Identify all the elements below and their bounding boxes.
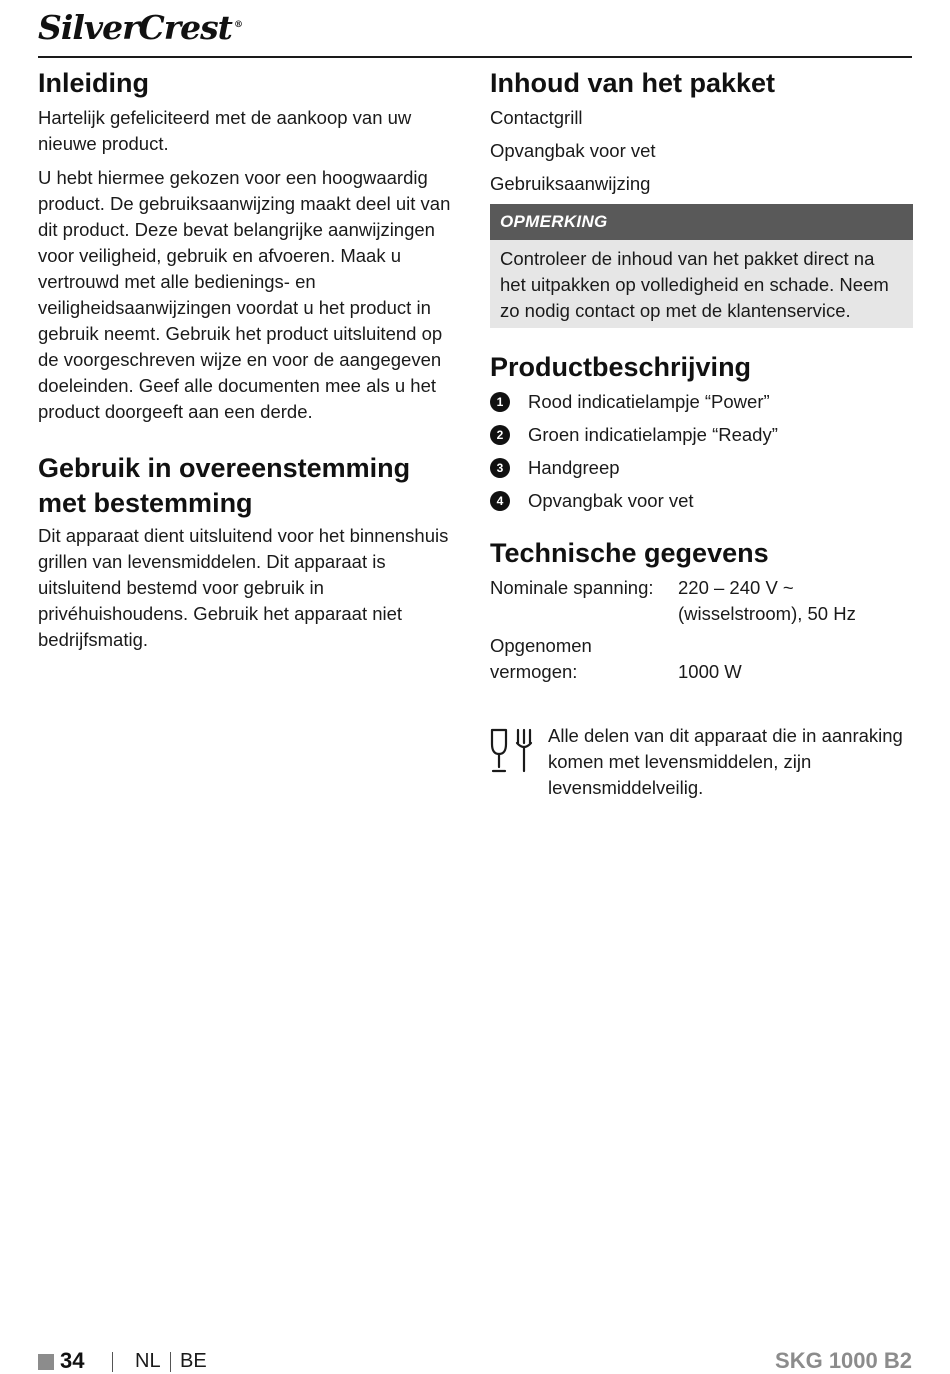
section-productbeschrijving	[490, 350, 913, 514]
power-label	[490, 633, 678, 685]
gebruik-title	[38, 451, 458, 521]
footer-square-icon	[38, 1354, 54, 1370]
footer-language-nl: NL	[135, 1350, 161, 1372]
brand-name: SilverCrest	[38, 8, 232, 47]
note-heading: OPMERKING	[490, 204, 913, 240]
note-box	[490, 204, 913, 328]
section-gebruik	[38, 451, 458, 653]
voltage-value-line2: (wisselstroom), 50 Hz	[678, 603, 856, 624]
section-inhoud	[490, 66, 913, 197]
number-badge-icon: 1	[490, 392, 510, 412]
voltage-value-line1: 220 – 240 V ~	[678, 577, 794, 598]
model-number: SKG 1000 B2	[775, 1348, 912, 1373]
product-item	[490, 488, 913, 514]
number-badge-icon: 2	[490, 425, 510, 445]
food-safe-text: Alle delen van dit apparaat die in aanraking komen met levensmiddelen, zijn levensmiddelveilig.	[548, 725, 903, 798]
product-item	[490, 455, 913, 481]
inhoud-title: Inhoud van het pakket	[490, 68, 776, 98]
product-title: Productbeschrijving	[490, 352, 752, 382]
inleiding-paragraph-1: Hartelijk gefeliciteerd met de aankoop van uw nieuwe product.	[38, 107, 412, 154]
registered-mark: ®	[233, 20, 242, 30]
note-text: Controleer de inhoud van het pakket direct na het uitpakken op volledigheid en schade. Neem zo nodig contact op met de klantenservice.	[490, 240, 913, 328]
footer-divider	[112, 1352, 113, 1372]
page-number: 34	[60, 1348, 85, 1373]
product-item-label: Opvangbak voor vet	[528, 490, 694, 511]
product-item	[490, 422, 913, 448]
tech-row-voltage	[490, 575, 913, 627]
left-column	[38, 66, 458, 653]
section-technische-gegevens	[490, 536, 913, 685]
power-label-line2: vermogen:	[490, 661, 578, 682]
food-safe-notice	[490, 723, 913, 801]
gebruik-title-line1: Gebruik in overeenstemming	[38, 453, 411, 483]
voltage-value	[678, 575, 856, 627]
header-rule	[38, 56, 912, 58]
product-item-label: Handgreep	[528, 457, 620, 478]
tech-title: Technische gegevens	[490, 538, 769, 568]
glass-fork-food-safe-icon	[490, 723, 548, 801]
footer-divider	[170, 1352, 171, 1372]
package-item: Contactgrill	[490, 107, 583, 128]
product-item-label: Rood indicatielampje “Power”	[528, 391, 770, 412]
inleiding-paragraph-2: U hebt hiermee gekozen voor een hoogwaardig product. De gebruiksaanwijzing maakt deel uit van dit product. Deze bevat belangrijke aanwijzingen voor veiligheid, gebruik en afvoeren. Maak u vertrouwd met alle bedienings- en veiligheidsaanwijzingen voordat u het product in gebruik neemt. Gebruik het product uitsluitend op de voorgeschreven wijze en voor de aangegeven doeleinden. Geef alle documenten mee als u het product doorgeeft aan een derde.	[38, 167, 451, 422]
gebruik-title-line2: met bestemming	[38, 488, 253, 518]
package-item: Opvangbak voor vet	[490, 140, 656, 161]
footer-language-be: BE	[180, 1350, 207, 1372]
power-label-line1: Opgenomen	[490, 635, 592, 656]
section-inleiding	[38, 66, 458, 425]
power-value: 1000 W	[678, 661, 742, 682]
inleiding-title: Inleiding	[38, 68, 149, 98]
right-column	[490, 66, 913, 801]
number-badge-icon: 3	[490, 458, 510, 478]
product-item-label: Groen indicatielampje “Ready”	[528, 424, 778, 445]
gebruik-paragraph: Dit apparaat dient uitsluitend voor het binnenshuis grillen van levensmiddelen. Dit apparaat is uitsluitend bestemd voor gebruik in privéhuishoudens. Gebruik het apparaat niet bedrijfsmatig.	[38, 525, 449, 650]
number-badge-icon: 4	[490, 491, 510, 511]
page-footer	[38, 1348, 912, 1374]
voltage-label: Nominale spanning:	[490, 577, 654, 598]
package-item: Gebruiksaanwijzing	[490, 173, 651, 194]
brand-logo	[38, 8, 242, 47]
product-item	[490, 389, 913, 415]
tech-row-power	[490, 633, 913, 685]
